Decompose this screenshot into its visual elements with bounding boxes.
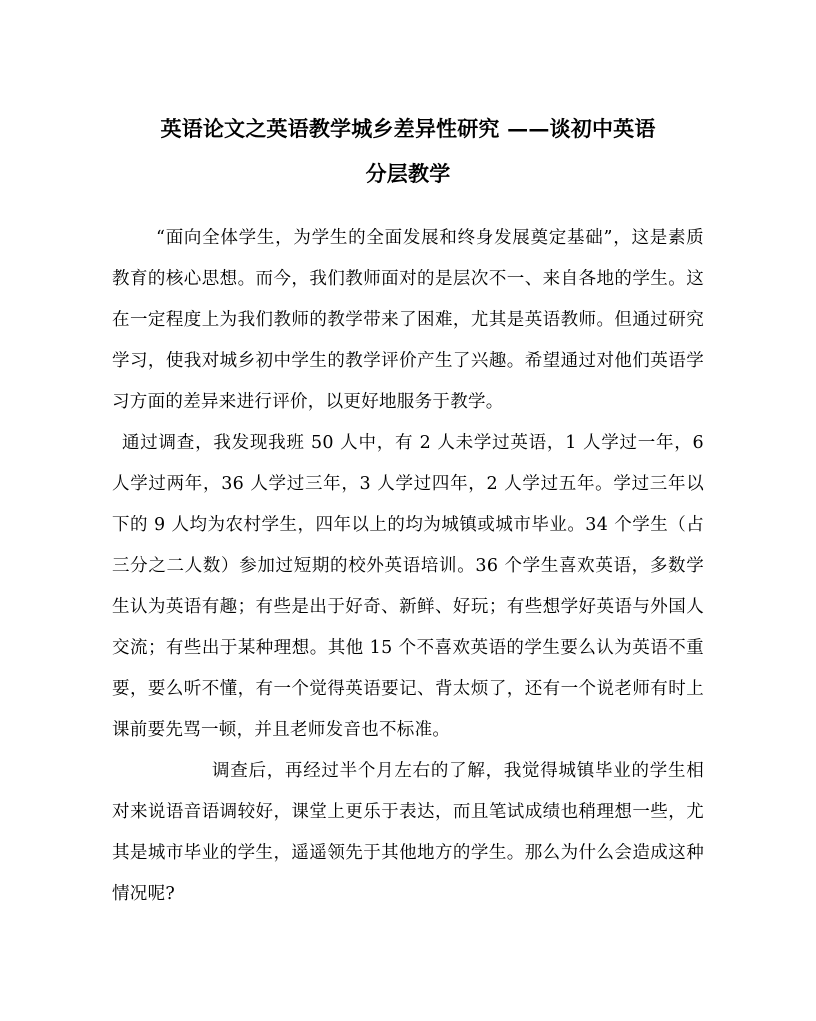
document-body	[112, 218, 704, 915]
paragraph-findings: 调查后，再经过半个月左右的了解，我觉得城镇毕业的学生相对来说语音语调较好，课堂上更乐于表达，而且笔试成绩也稍理想一些，尤其是城市毕业的学生，遥遥领先于其他地方的学生。那么为什么会造成这种情况呢?	[112, 761, 704, 904]
paragraph-intro: “面向全体学生，为学生的全面发展和终身发展奠定基础”，这是素质教育的核心思想。而今，我们教师面对的是层次不一、来自各地的学生。这在一定程度上为我们教师的教学带来了困难，尤其是英语教师。但通过研究学习，使我对城乡初中学生的教学评价产生了兴趣。希望通过对他们英语学习方面的差异来进行评价，以更好地服务于教学。	[112, 228, 704, 412]
title-line-1: 英语论文之英语教学城乡差异性研究 ——谈初中英语	[160, 116, 656, 141]
title-line-2: 分层教学	[365, 161, 451, 186]
paragraph-survey: 通过调查，我发现我班 50 人中，有 2 人未学过英语，1 人学过一年，6 人学过两年，36 人学过三年，3 人学过四年，2 人学过五年。学过三年以下的 9 人均为农村学生，四年以上的均为城镇或城市毕业。34 个学生（占三分之二人数）参加过短期的校外英语培训。36 个学生喜欢英语，多数学生认为英语有趣；有些是出于好奇、新鲜、好玩；有些想学好英语与外国人交流；有些出于某种理想。其他 15 个不喜欢英语的学生要么认为英语不重要，要么听不懂，有一个觉得英语要记、背太烦了，还有一个说老师有时上课前要先骂一顿，并且老师发音也不标准。	[112, 433, 704, 740]
document-title	[112, 106, 704, 196]
